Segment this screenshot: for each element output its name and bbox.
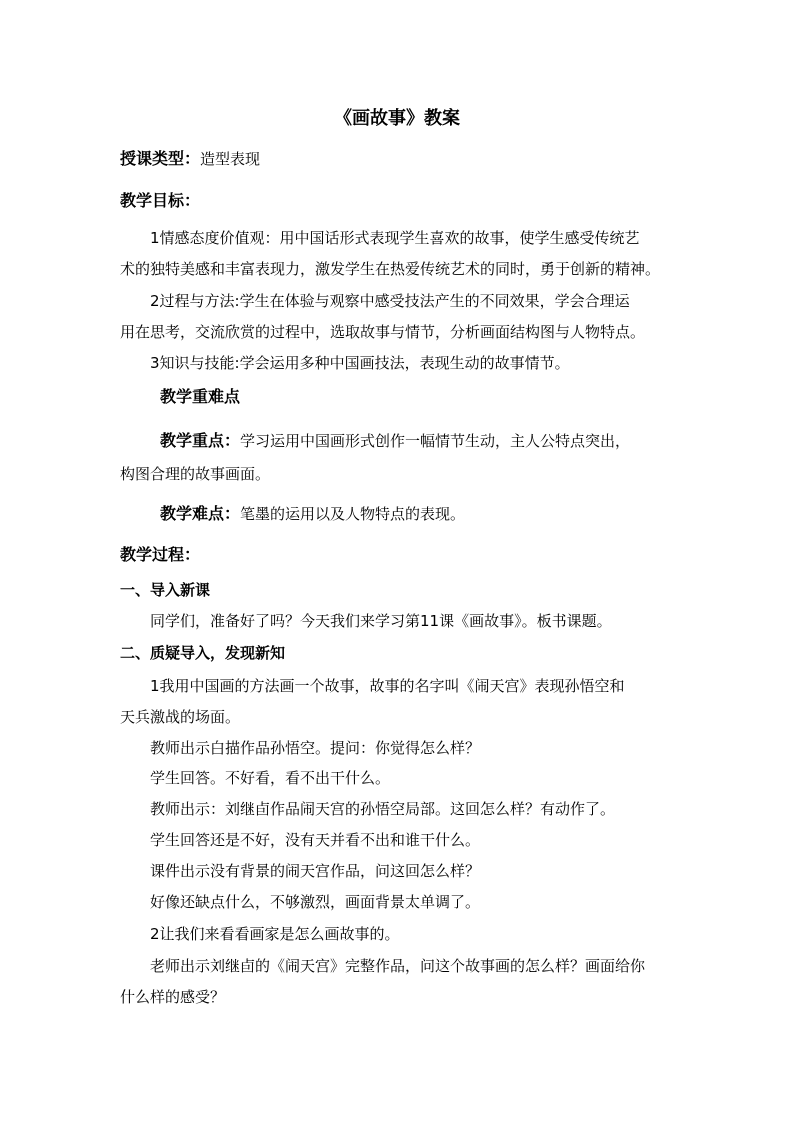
course-type-label: 授课类型：: [120, 149, 201, 168]
difficult-line: [160, 504, 465, 524]
objective-3-line-1: 3知识与技能:学会运用多种中国画技法，表现生动的故事情节。: [150, 354, 570, 372]
key-difficult-heading: 教学重难点: [160, 387, 241, 406]
difficult-text: 笔墨的运用以及人物特点的表现。: [240, 505, 466, 523]
section-2-line-7: 课件出示没有背景的闹天宫作品，问这回怎么样？: [150, 862, 481, 880]
section-1-text: 同学们，准备好了吗？今天我们来学习第11课《画故事》。板书课题。: [150, 612, 612, 630]
key-points-label: 教学重点：: [160, 431, 241, 450]
course-type-value: 造型表现: [200, 150, 261, 168]
objective-1-line-1: 1情感态度价值观：用中国话形式表现学生喜欢的故事，使学生感受传统艺: [150, 229, 640, 247]
document-title: 《画故事》教案: [334, 108, 460, 129]
section-2-line-2: 天兵激战的场面。: [120, 708, 241, 726]
section-2-line-5: 教师出示：刘继卣作品闹天宫的孙悟空局部。这回怎么样？有动作了。: [150, 800, 616, 818]
section-2-line-3: 教师出示白描作品孙悟空。提问：你觉得怎么样？: [150, 739, 481, 757]
section-1-heading: 一、导入新课: [120, 581, 211, 599]
section-2-heading: 二、质疑导入，发现新知: [120, 644, 286, 662]
objective-2-line-2: 用在思考，交流欣赏的过程中，选取故事与情节，分析画面结构图与人物特点。: [120, 323, 646, 341]
section-2-line-10: 老师出示刘继卣的《闹天宫》完整作品，问这个故事画的怎么样？画面给你: [150, 957, 646, 975]
course-type-line: [120, 149, 260, 169]
key-points-line-2: 构图合理的故事画面。: [120, 465, 271, 483]
section-2-line-9: 2让我们来看看画家是怎么画故事的。: [150, 925, 400, 943]
key-points-line: [160, 431, 630, 451]
section-2-line-8: 好像还缺点什么，不够激烈，画面背景太单调了。: [150, 893, 481, 911]
difficult-label: 教学难点：: [160, 504, 241, 523]
objective-1-line-2: 术的独特美感和丰富表现力，激发学生在热爱传统艺术的同时，勇于创新的精神。: [120, 260, 661, 278]
objective-2-line-1: 2过程与方法:学生在体验与观察中感受技法产生的不同效果，学会合理运: [150, 292, 630, 310]
key-points-text: 学习运用中国画形式创作一幅情节生动，主人公特点突出，: [240, 432, 631, 450]
process-heading: 教学过程：: [120, 545, 201, 564]
section-2-line-11: 什么样的感受？: [120, 988, 226, 1006]
section-2-line-6: 学生回答还是不好，没有天并看不出和谁干什么。: [150, 831, 481, 849]
objectives-heading: 教学目标：: [120, 191, 201, 210]
section-2-line-1: 1我用中国画的方法画一个故事，故事的名字叫《闹天宫》表现孙悟空和: [150, 677, 625, 695]
section-2-line-4: 学生回答。不好看，看不出干什么。: [150, 769, 391, 787]
